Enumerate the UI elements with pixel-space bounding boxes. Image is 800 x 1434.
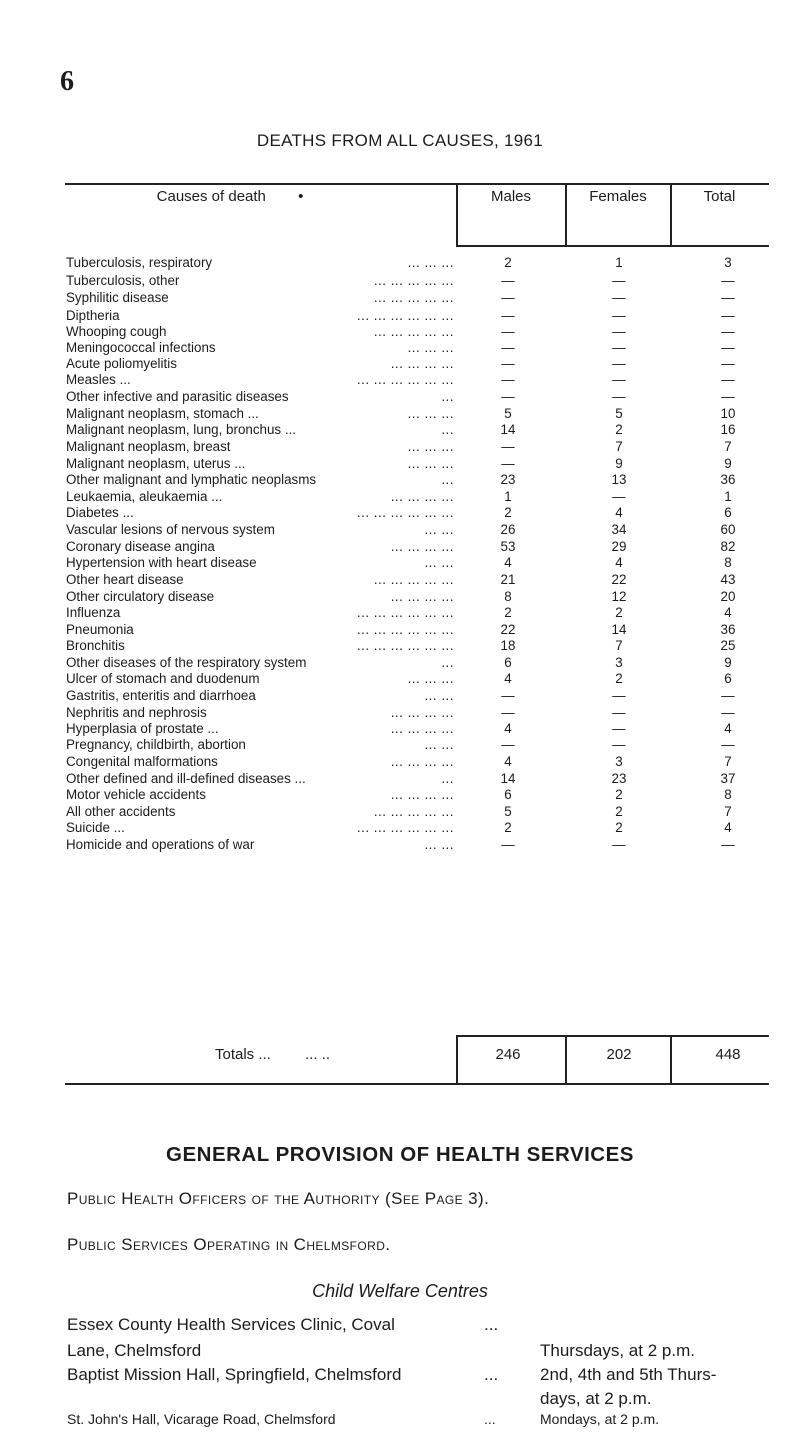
- row-leader-dots: ... ... ... ... ...: [373, 804, 454, 819]
- table-row: [0, 522, 800, 538]
- row-females: 7: [615, 439, 623, 454]
- row-males: 23: [500, 472, 516, 487]
- row-females: —: [612, 273, 626, 288]
- row-total: —: [721, 389, 735, 404]
- public-health-officers-line: Public Health Officers of the Authority (See Page 3).: [67, 1189, 490, 1208]
- row-females: 3: [615, 655, 623, 670]
- row-males: —: [501, 308, 515, 323]
- row-leader-dots: ... ... ... ... ...: [373, 324, 454, 339]
- row-cause: [66, 555, 454, 571]
- row-leader-dots: ... ... ... ... ... ...: [356, 638, 454, 653]
- row-cause-label: Other diseases of the respiratory system: [66, 655, 307, 670]
- row-leader-dots: ... ... ...: [407, 255, 454, 270]
- row-cause: [66, 389, 454, 405]
- row-leader-dots: ... ...: [424, 737, 454, 752]
- row-total: —: [721, 324, 735, 339]
- row-leader-dots: ... ...: [424, 555, 454, 570]
- clinic-times: 2nd, 4th and 5th Thurs-: [540, 1365, 717, 1384]
- row-cause: [66, 737, 454, 753]
- row-females: 2: [615, 820, 623, 835]
- row-leader-dots: ... ... ...: [407, 439, 454, 454]
- row-females: 29: [611, 539, 627, 554]
- row-cause: [66, 406, 454, 422]
- row-cause: [66, 605, 454, 621]
- row-females: —: [612, 308, 626, 323]
- row-cause: [66, 771, 454, 787]
- table-row: [0, 290, 800, 306]
- row-cause: [66, 638, 454, 654]
- row-cause: [66, 688, 454, 704]
- row-leader-dots: ... ... ...: [407, 340, 454, 355]
- table-row: [0, 787, 800, 803]
- table-row: [0, 456, 800, 472]
- clinic-dots: ...: [484, 1315, 499, 1334]
- table-row: [0, 572, 800, 588]
- row-females: 2: [615, 671, 623, 686]
- row-cause-label: Bronchitis: [66, 638, 125, 653]
- row-cause-label: Acute poliomyelitis: [66, 356, 177, 371]
- row-females: 34: [611, 522, 627, 537]
- table-col-divider-5: [565, 1035, 567, 1085]
- row-leader-dots: ...: [441, 389, 454, 404]
- table-row: [0, 422, 800, 438]
- row-cause-label: Leukaemia, aleukaemia ...: [66, 489, 223, 504]
- row-cause: [66, 439, 454, 455]
- row-females: 23: [611, 771, 627, 786]
- row-cause: [66, 589, 454, 605]
- row-total: 7: [724, 439, 732, 454]
- row-females: 12: [611, 589, 627, 604]
- row-cause-label: Motor vehicle accidents: [66, 787, 206, 802]
- row-cause-label: Tuberculosis, respiratory: [66, 255, 213, 270]
- table-row: [0, 308, 800, 324]
- table-row: [0, 439, 800, 455]
- table-row: [0, 771, 800, 787]
- row-cause: [66, 572, 454, 588]
- row-cause: [66, 522, 454, 538]
- row-total: 16: [720, 422, 736, 437]
- row-total: —: [721, 356, 735, 371]
- row-males: —: [501, 324, 515, 339]
- row-total: —: [721, 372, 735, 387]
- header-total: Total: [703, 188, 736, 205]
- row-males: 2: [504, 255, 512, 270]
- row-cause-label: Malignant neoplasm, uterus ...: [66, 456, 246, 471]
- row-leader-dots: ... ... ... ... ... ...: [356, 372, 454, 387]
- row-total: 20: [720, 589, 736, 604]
- row-total: 10: [720, 406, 736, 421]
- row-cause-label: Hyperplasia of prostate ...: [66, 721, 219, 736]
- row-leader-dots: ... ... ... ... ...: [373, 273, 454, 288]
- table-row: [0, 589, 800, 605]
- row-cause: [66, 255, 454, 271]
- row-cause: [66, 787, 454, 803]
- row-males: —: [501, 837, 515, 852]
- row-total: —: [721, 308, 735, 323]
- table-row: [0, 324, 800, 340]
- row-cause: [66, 422, 454, 438]
- row-leader-dots: ... ... ... ...: [390, 705, 454, 720]
- row-males: 4: [504, 754, 512, 769]
- row-females: —: [612, 389, 626, 404]
- row-cause-label: Pneumonia: [66, 622, 134, 637]
- row-cause-label: Nephritis and nephrosis: [66, 705, 207, 720]
- row-leader-dots: ... ... ... ...: [390, 754, 454, 769]
- table-row: [0, 472, 800, 488]
- row-females: 5: [615, 406, 623, 421]
- row-males: 2: [504, 605, 512, 620]
- row-males: 26: [500, 522, 516, 537]
- table-row: [0, 406, 800, 422]
- row-total: —: [721, 688, 735, 703]
- table-row: [0, 754, 800, 770]
- row-cause: [66, 539, 454, 555]
- row-total: 43: [720, 572, 736, 587]
- row-cause-label: Vascular lesions of nervous system: [66, 522, 275, 537]
- row-females: 13: [611, 472, 627, 487]
- row-females: 7: [615, 638, 623, 653]
- row-cause-label: Other defined and ill-defined diseases ...: [66, 771, 306, 786]
- totals-males: 246: [495, 1046, 521, 1063]
- table-row: [0, 737, 800, 753]
- row-leader-dots: ... ... ... ...: [390, 787, 454, 802]
- row-cause: [66, 308, 454, 324]
- table-row: [0, 372, 800, 388]
- row-females: 1: [615, 255, 623, 270]
- row-total: 7: [724, 754, 732, 769]
- row-cause-label: Syphilitic disease: [66, 290, 169, 305]
- row-males: —: [501, 456, 515, 471]
- row-total: 60: [720, 522, 736, 537]
- table-row: [0, 837, 800, 853]
- row-males: 22: [500, 622, 516, 637]
- row-cause: [66, 489, 454, 505]
- row-males: —: [501, 705, 515, 720]
- row-total: 3: [724, 255, 732, 270]
- row-cause-label: Ulcer of stomach and duodenum: [66, 671, 260, 686]
- clinic-place: Essex County Health Services Clinic, Coval: [67, 1315, 395, 1334]
- row-total: 4: [724, 820, 732, 835]
- row-males: 8: [504, 589, 512, 604]
- row-males: 21: [500, 572, 516, 587]
- row-leader-dots: ... ... ... ... ... ...: [356, 505, 454, 520]
- table-row: [0, 489, 800, 505]
- totals-females: 202: [606, 1046, 632, 1063]
- header-causes: [65, 188, 395, 205]
- row-leader-dots: ... ... ... ...: [390, 721, 454, 736]
- clinic-dots: ...: [484, 1411, 496, 1427]
- row-cause: [66, 372, 454, 388]
- table-top-rule: [65, 183, 769, 185]
- row-males: 2: [504, 820, 512, 835]
- row-total: 82: [720, 539, 736, 554]
- row-cause-label: Other circulatory disease: [66, 589, 215, 604]
- row-females: 4: [615, 555, 623, 570]
- row-females: —: [612, 489, 626, 504]
- row-cause: [66, 804, 454, 820]
- totals-dots: ... ..: [305, 1046, 331, 1063]
- row-total: —: [721, 737, 735, 752]
- table-row: [0, 539, 800, 555]
- row-total: 36: [720, 622, 736, 637]
- row-total: 8: [724, 555, 732, 570]
- row-leader-dots: ... ... ... ... ...: [373, 290, 454, 305]
- row-cause: [66, 705, 454, 721]
- row-leader-dots: ... ... ... ... ... ...: [356, 605, 454, 620]
- row-females: 2: [615, 804, 623, 819]
- row-females: 3: [615, 754, 623, 769]
- row-females: —: [612, 837, 626, 852]
- row-females: 2: [615, 422, 623, 437]
- row-cause-label: Hypertension with heart disease: [66, 555, 257, 570]
- row-cause: [66, 505, 454, 521]
- row-males: 1: [504, 489, 512, 504]
- row-males: 53: [500, 539, 516, 554]
- row-leader-dots: ... ... ... ...: [390, 489, 454, 504]
- header-causes-label: Causes of death: [156, 188, 266, 205]
- row-cause-label: Homicide and operations of war: [66, 837, 255, 852]
- table-row: [0, 389, 800, 405]
- row-cause-label: Gastritis, enteritis and diarrhoea: [66, 688, 256, 703]
- clinic-place: Lane, Chelmsford: [67, 1341, 202, 1360]
- table-row: [0, 820, 800, 836]
- table-row: [0, 622, 800, 638]
- clinic-times: days, at 2 p.m.: [540, 1389, 652, 1408]
- row-leader-dots: ...: [441, 472, 454, 487]
- row-cause-label: All other accidents: [66, 804, 176, 819]
- table-row: [0, 804, 800, 820]
- table-row: [0, 340, 800, 356]
- row-females: —: [612, 737, 626, 752]
- header-females: Females: [589, 188, 647, 205]
- row-cause-label: Diptheria: [66, 308, 120, 323]
- row-females: 9: [615, 456, 623, 471]
- row-males: —: [501, 372, 515, 387]
- row-cause: [66, 340, 454, 356]
- row-cause: [66, 837, 454, 853]
- row-females: 2: [615, 787, 623, 802]
- row-cause: [66, 273, 454, 289]
- table-row: [0, 255, 800, 271]
- table-row: [0, 505, 800, 521]
- row-males: 18: [500, 638, 516, 653]
- row-cause-label: Congenital malformations: [66, 754, 218, 769]
- row-cause-label: Malignant neoplasm, stomach ...: [66, 406, 259, 421]
- header-males: Males: [490, 188, 531, 205]
- row-males: —: [501, 290, 515, 305]
- row-males: 14: [500, 422, 516, 437]
- row-males: 2: [504, 505, 512, 520]
- row-males: —: [501, 273, 515, 288]
- row-total: 6: [724, 671, 732, 686]
- table-bottom-rule: [65, 1083, 769, 1085]
- table-row: [0, 721, 800, 737]
- totals-total: 448: [715, 1046, 741, 1063]
- row-leader-dots: ... ... ... ... ... ...: [356, 622, 454, 637]
- row-leader-dots: ... ...: [424, 522, 454, 537]
- row-cause-label: Other malignant and lymphatic neoplasms: [66, 472, 317, 487]
- row-cause: [66, 472, 454, 488]
- row-leader-dots: ... ... ...: [407, 456, 454, 471]
- row-total: 1: [724, 489, 732, 504]
- row-total: —: [721, 340, 735, 355]
- row-total: 9: [724, 456, 732, 471]
- clinic-times: Mondays, at 2 p.m.: [540, 1411, 660, 1427]
- row-females: —: [612, 340, 626, 355]
- row-females: 14: [611, 622, 627, 637]
- row-males: 4: [504, 671, 512, 686]
- row-cause-label: Measles ...: [66, 372, 131, 387]
- row-males: —: [501, 439, 515, 454]
- row-cause: [66, 290, 454, 306]
- row-cause-label: Tuberculosis, other: [66, 273, 180, 288]
- row-leader-dots: ... ... ... ...: [390, 356, 454, 371]
- table-row: [0, 356, 800, 372]
- row-leader-dots: ... ... ... ...: [390, 589, 454, 604]
- row-males: —: [501, 340, 515, 355]
- row-leader-dots: ... ... ... ... ...: [373, 572, 454, 587]
- row-total: 4: [724, 721, 732, 736]
- row-leader-dots: ...: [441, 771, 454, 786]
- row-leader-dots: ... ... ...: [407, 671, 454, 686]
- row-females: —: [612, 721, 626, 736]
- row-cause-label: Suicide ...: [66, 820, 125, 835]
- row-total: 8: [724, 787, 732, 802]
- row-males: 5: [504, 804, 512, 819]
- row-cause: [66, 622, 454, 638]
- row-males: —: [501, 389, 515, 404]
- row-cause-label: Whooping cough: [66, 324, 167, 339]
- row-cause: [66, 356, 454, 372]
- row-total: —: [721, 705, 735, 720]
- row-females: 22: [611, 572, 627, 587]
- page-number: 6: [60, 66, 74, 97]
- table-totals-rule: [456, 1035, 769, 1037]
- table-row: [0, 605, 800, 621]
- row-females: 4: [615, 505, 623, 520]
- table-header-rule: [456, 245, 769, 247]
- page-title: DEATHS FROM ALL CAUSES, 1961: [256, 131, 544, 150]
- table-row: [0, 638, 800, 654]
- public-services-line: Public Services Operating in Chelmsford.: [67, 1235, 391, 1254]
- row-total: 36: [720, 472, 736, 487]
- row-leader-dots: ... ... ... ... ... ...: [356, 308, 454, 323]
- table-row: [0, 655, 800, 671]
- table-row: [0, 705, 800, 721]
- row-leader-dots: ... ...: [424, 837, 454, 852]
- clinic-place: Baptist Mission Hall, Springfield, Chelmsford: [67, 1365, 402, 1384]
- clinic-place: St. John's Hall, Vicarage Road, Chelmsford: [67, 1411, 336, 1427]
- row-total: —: [721, 290, 735, 305]
- row-cause: [66, 754, 454, 770]
- table-row: [0, 671, 800, 687]
- table-row: [0, 688, 800, 704]
- header-marker: •: [298, 188, 304, 205]
- row-cause-label: Other heart disease: [66, 572, 184, 587]
- row-cause-label: Meningococcal infections: [66, 340, 216, 355]
- row-leader-dots: ... ... ... ...: [390, 539, 454, 554]
- row-leader-dots: ...: [441, 422, 454, 437]
- table-col-divider-6: [670, 1035, 672, 1085]
- row-total: 4: [724, 605, 732, 620]
- totals-row: [215, 1046, 330, 1063]
- row-leader-dots: ...: [441, 655, 454, 670]
- row-total: —: [721, 273, 735, 288]
- row-males: 6: [504, 787, 512, 802]
- row-males: 14: [500, 771, 516, 786]
- row-males: 4: [504, 721, 512, 736]
- row-males: —: [501, 688, 515, 703]
- row-cause-label: Malignant neoplasm, lung, bronchus ...: [66, 422, 297, 437]
- row-total: 6: [724, 505, 732, 520]
- row-females: —: [612, 356, 626, 371]
- row-females: 2: [615, 605, 623, 620]
- clinic-times: Thursdays, at 2 p.m.: [540, 1341, 695, 1360]
- row-cause: [66, 820, 454, 836]
- child-welfare-title: Child Welfare Centres: [312, 1281, 488, 1301]
- row-males: —: [501, 737, 515, 752]
- row-males: 4: [504, 555, 512, 570]
- table-col-divider-4: [456, 1035, 458, 1085]
- row-females: —: [612, 705, 626, 720]
- row-cause-label: Malignant neoplasm, breast: [66, 439, 231, 454]
- table-row: [0, 273, 800, 289]
- row-cause: [66, 324, 454, 340]
- row-males: —: [501, 356, 515, 371]
- row-males: 5: [504, 406, 512, 421]
- row-leader-dots: ... ... ... ... ... ...: [356, 820, 454, 835]
- row-total: 7: [724, 804, 732, 819]
- row-cause-label: Diabetes ...: [66, 505, 134, 520]
- row-females: —: [612, 290, 626, 305]
- section-title: GENERAL PROVISION OF HEALTH SERVICES: [166, 1143, 634, 1166]
- row-females: —: [612, 372, 626, 387]
- row-cause-label: Coronary disease angina: [66, 539, 215, 554]
- row-cause: [66, 721, 454, 737]
- row-total: 9: [724, 655, 732, 670]
- clinic-dots: ...: [484, 1365, 499, 1384]
- row-cause-label: Other infective and parasitic diseases: [66, 389, 289, 404]
- row-males: 6: [504, 655, 512, 670]
- row-females: —: [612, 324, 626, 339]
- row-leader-dots: ... ... ...: [407, 406, 454, 421]
- row-cause: [66, 671, 454, 687]
- row-total: —: [721, 837, 735, 852]
- row-cause-label: Influenza: [66, 605, 121, 620]
- row-cause: [66, 655, 454, 671]
- totals-label: Totals ...: [215, 1046, 271, 1063]
- row-total: 25: [720, 638, 736, 653]
- row-females: —: [612, 688, 626, 703]
- row-cause-label: Pregnancy, childbirth, abortion: [66, 737, 246, 752]
- table-row: [0, 555, 800, 571]
- row-total: 37: [720, 771, 736, 786]
- row-cause: [66, 456, 454, 472]
- row-leader-dots: ... ...: [424, 688, 454, 703]
